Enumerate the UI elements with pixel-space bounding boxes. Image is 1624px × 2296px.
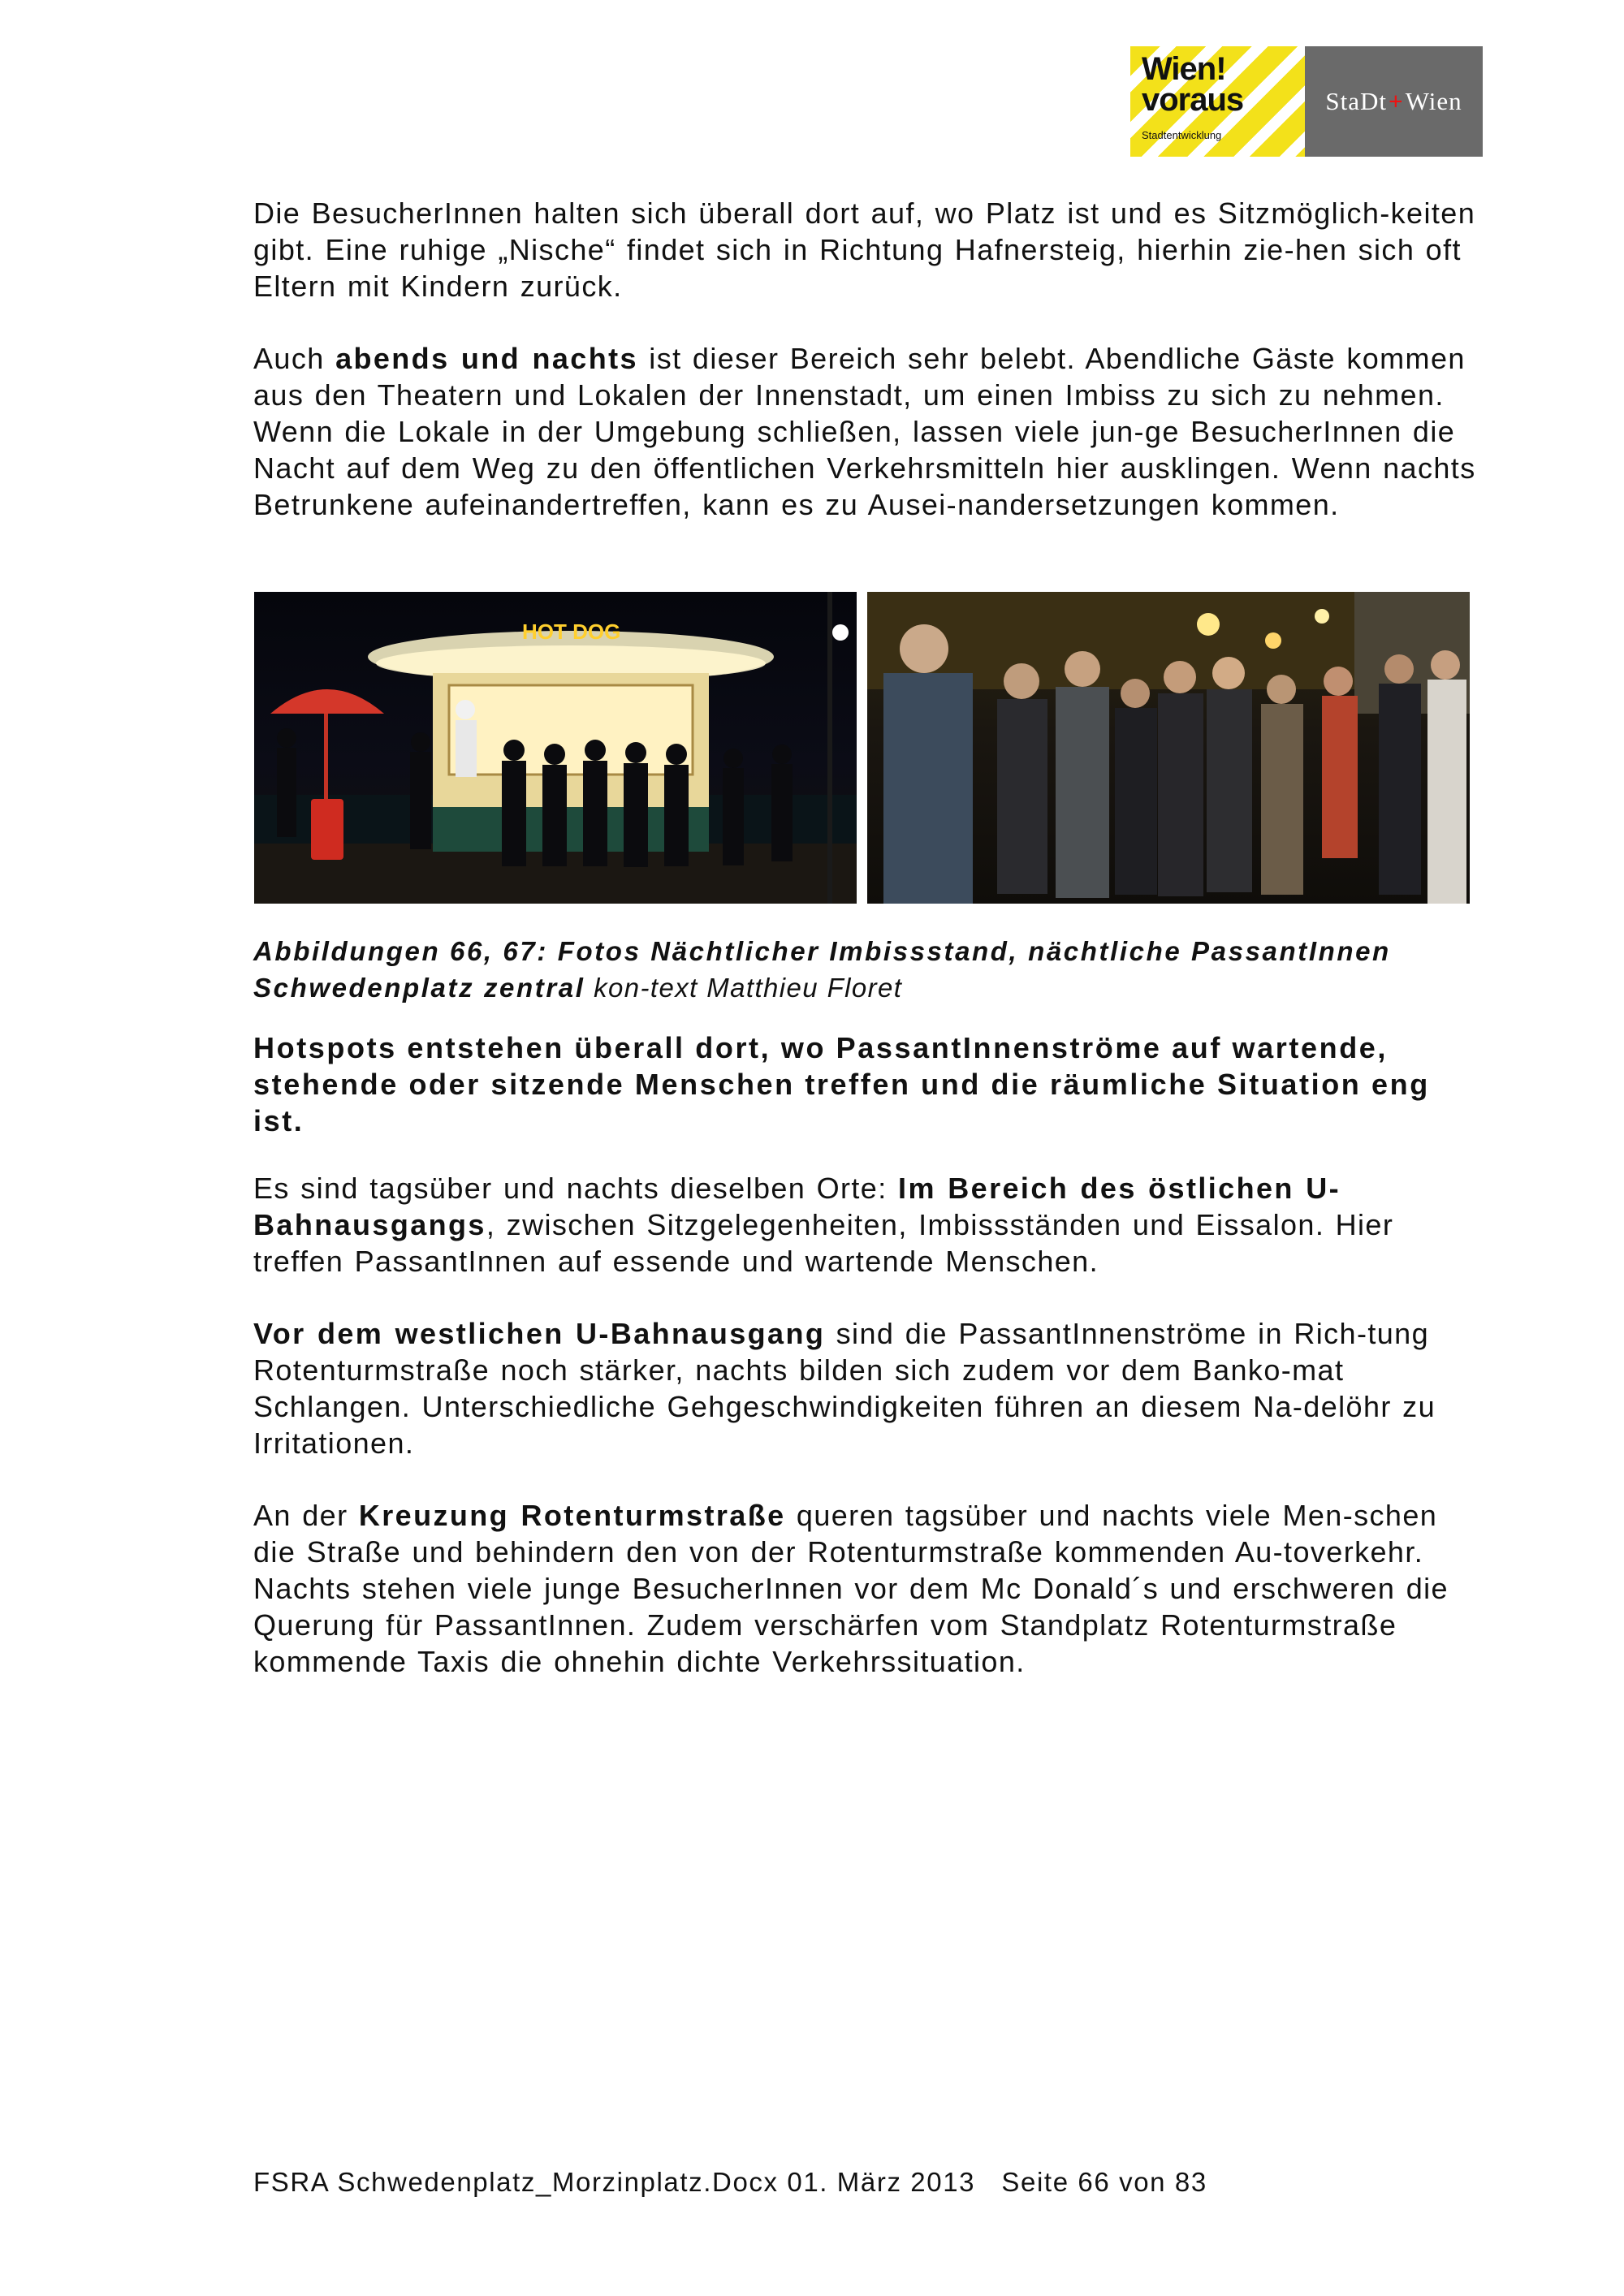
wien-voraus-logo: [1130, 46, 1305, 157]
paragraph-evening: [253, 340, 1488, 523]
paragraph-crossing-bold: Kreuzung Rotenturmstraße: [358, 1499, 786, 1532]
page-footer: FSRA Schwedenplatz_Morzinplatz.Docx 01. März 2013 Seite 66 von 83: [253, 2167, 1207, 2197]
paragraph-evening-post: ist dieser Bereich sehr belebt. Abendliche Gäste kommen aus den Theatern und Lokalen der Innenstadt, um einen Imbiss zu sich zu nehmen. Wenn die Lokale in der Umgebung schließen, lassen viele jun-ge BesucherInnen die Nacht auf dem Weg zu den öffentlichen Verkehrsmitteln hier ausklingen. Wenn nachts Betrunkene aufeinandertreffen, kann es zu Ausei-nandersetzungen kommen.: [253, 342, 1476, 521]
figure-caption: [253, 933, 1488, 1006]
photo-night-passersby-illustration: [867, 592, 1470, 904]
pole: [827, 592, 832, 904]
logo-wien-line1: Wien!: [1142, 51, 1226, 87]
header-logos: [1130, 46, 1483, 157]
light-3: [1315, 609, 1329, 624]
logo-stadt-cross: +: [1389, 87, 1404, 115]
white-shirt-person: [456, 700, 475, 719]
light-1: [1197, 613, 1220, 636]
paragraph-east-exit: [253, 1170, 1488, 1280]
paragraph-west-exit-post: sind die PassantInnenströme in Rich-tung Rotenturmstraße noch stärker, nachts bilden sich zudem vor dem Banko-mat Schlangen. Unterschiedliche Gehgeschwindigkeiten führen an diesem Na-delöhr zu Irritationen.: [253, 1317, 1436, 1460]
paragraph-crossing: [253, 1497, 1488, 1680]
hot-dog-sign: HOT DOG: [522, 619, 621, 644]
street-lamp: [832, 624, 849, 641]
logo-stadt-right: Wien: [1405, 87, 1462, 115]
hotspots-statement: Hotspots entstehen überall dort, wo PassantInnenströme auf wartende, stehende oder sitzende Menschen treffen und die räumliche Situation eng ist.: [253, 1031, 1430, 1137]
stand-table: [311, 799, 343, 860]
paragraph-east-exit-pre: Es sind tagsüber und nachts dieselben Orte:: [253, 1172, 899, 1205]
paragraph-east-exit-text: [253, 1170, 1488, 1280]
paragraph-crossing-pre: An der: [253, 1499, 359, 1532]
white-shirt-body: [456, 720, 477, 777]
photo-night-snack-stand-illustration: [254, 592, 857, 904]
figure-caption-credit: kon-text Matthieu Floret: [585, 973, 903, 1003]
paragraph-west-exit: [253, 1315, 1488, 1461]
photo-night-snack-stand: [254, 592, 857, 904]
stadt-wien-logo: [1305, 46, 1483, 157]
logo-stadt-left: StaDt: [1325, 87, 1388, 115]
paragraph-crossing-text: [253, 1497, 1488, 1680]
paragraph-visitors: [253, 195, 1488, 304]
paragraph-evening-pre: Auch: [253, 342, 336, 375]
figure-caption-bold: Abbildungen 66, 67: Fotos Nächtlicher Imbissstand, nächtliche PassantInnen Schwedenplatz zentral: [253, 936, 1391, 1003]
kiosk-window: [449, 685, 693, 775]
paragraph-visitors-text: Die BesucherInnen halten sich überall dort auf, wo Platz ist und es Sitzmöglich-keiten gibt. Eine ruhige „Nische“ findet sich in Richtung Hafnersteig, hierhin zie-hen sich oft Eltern mit Kindern zurück.: [253, 196, 1476, 303]
paragraph-east-exit-bold: Im Bereich des östlichen U-Bahnausgangs: [253, 1172, 1341, 1241]
umbrella-pole: [324, 714, 328, 803]
logo-wien-line2: voraus: [1142, 82, 1244, 118]
paragraph-east-exit-post: , zwischen Sitzgelegenheiten, Imbissständen und Eissalon. Hier treffen PassantInnen auf essende und wartende Menschen.: [253, 1208, 1394, 1278]
paragraph-west-exit-bold: Vor dem westlichen U-Bahnausgang: [253, 1317, 826, 1350]
photo-night-passersby: [867, 592, 1470, 904]
paragraph-crossing-post: queren tagsüber und nachts viele Men-schen die Straße und behindern den von der Rotenturmstraße kommenden Au-toverkehr. Nachts stehen viele junge BesucherInnen vor dem Mc Donald´s und erschweren die Querung für PassantInnen. Zudem verschärfen vom Standplatz Rotenturmstraße kommende Taxis die ohnehin dichte Verkehrssituation.: [253, 1499, 1449, 1678]
paragraph-evening-text: [253, 340, 1488, 523]
red-umbrella: [270, 689, 384, 714]
paragraph-evening-bold: abends und nachts: [335, 342, 638, 375]
logo-wien-sub: Stadtentwicklung: [1142, 129, 1222, 141]
light-2: [1265, 632, 1281, 649]
paragraph-west-exit-text: [253, 1315, 1488, 1461]
